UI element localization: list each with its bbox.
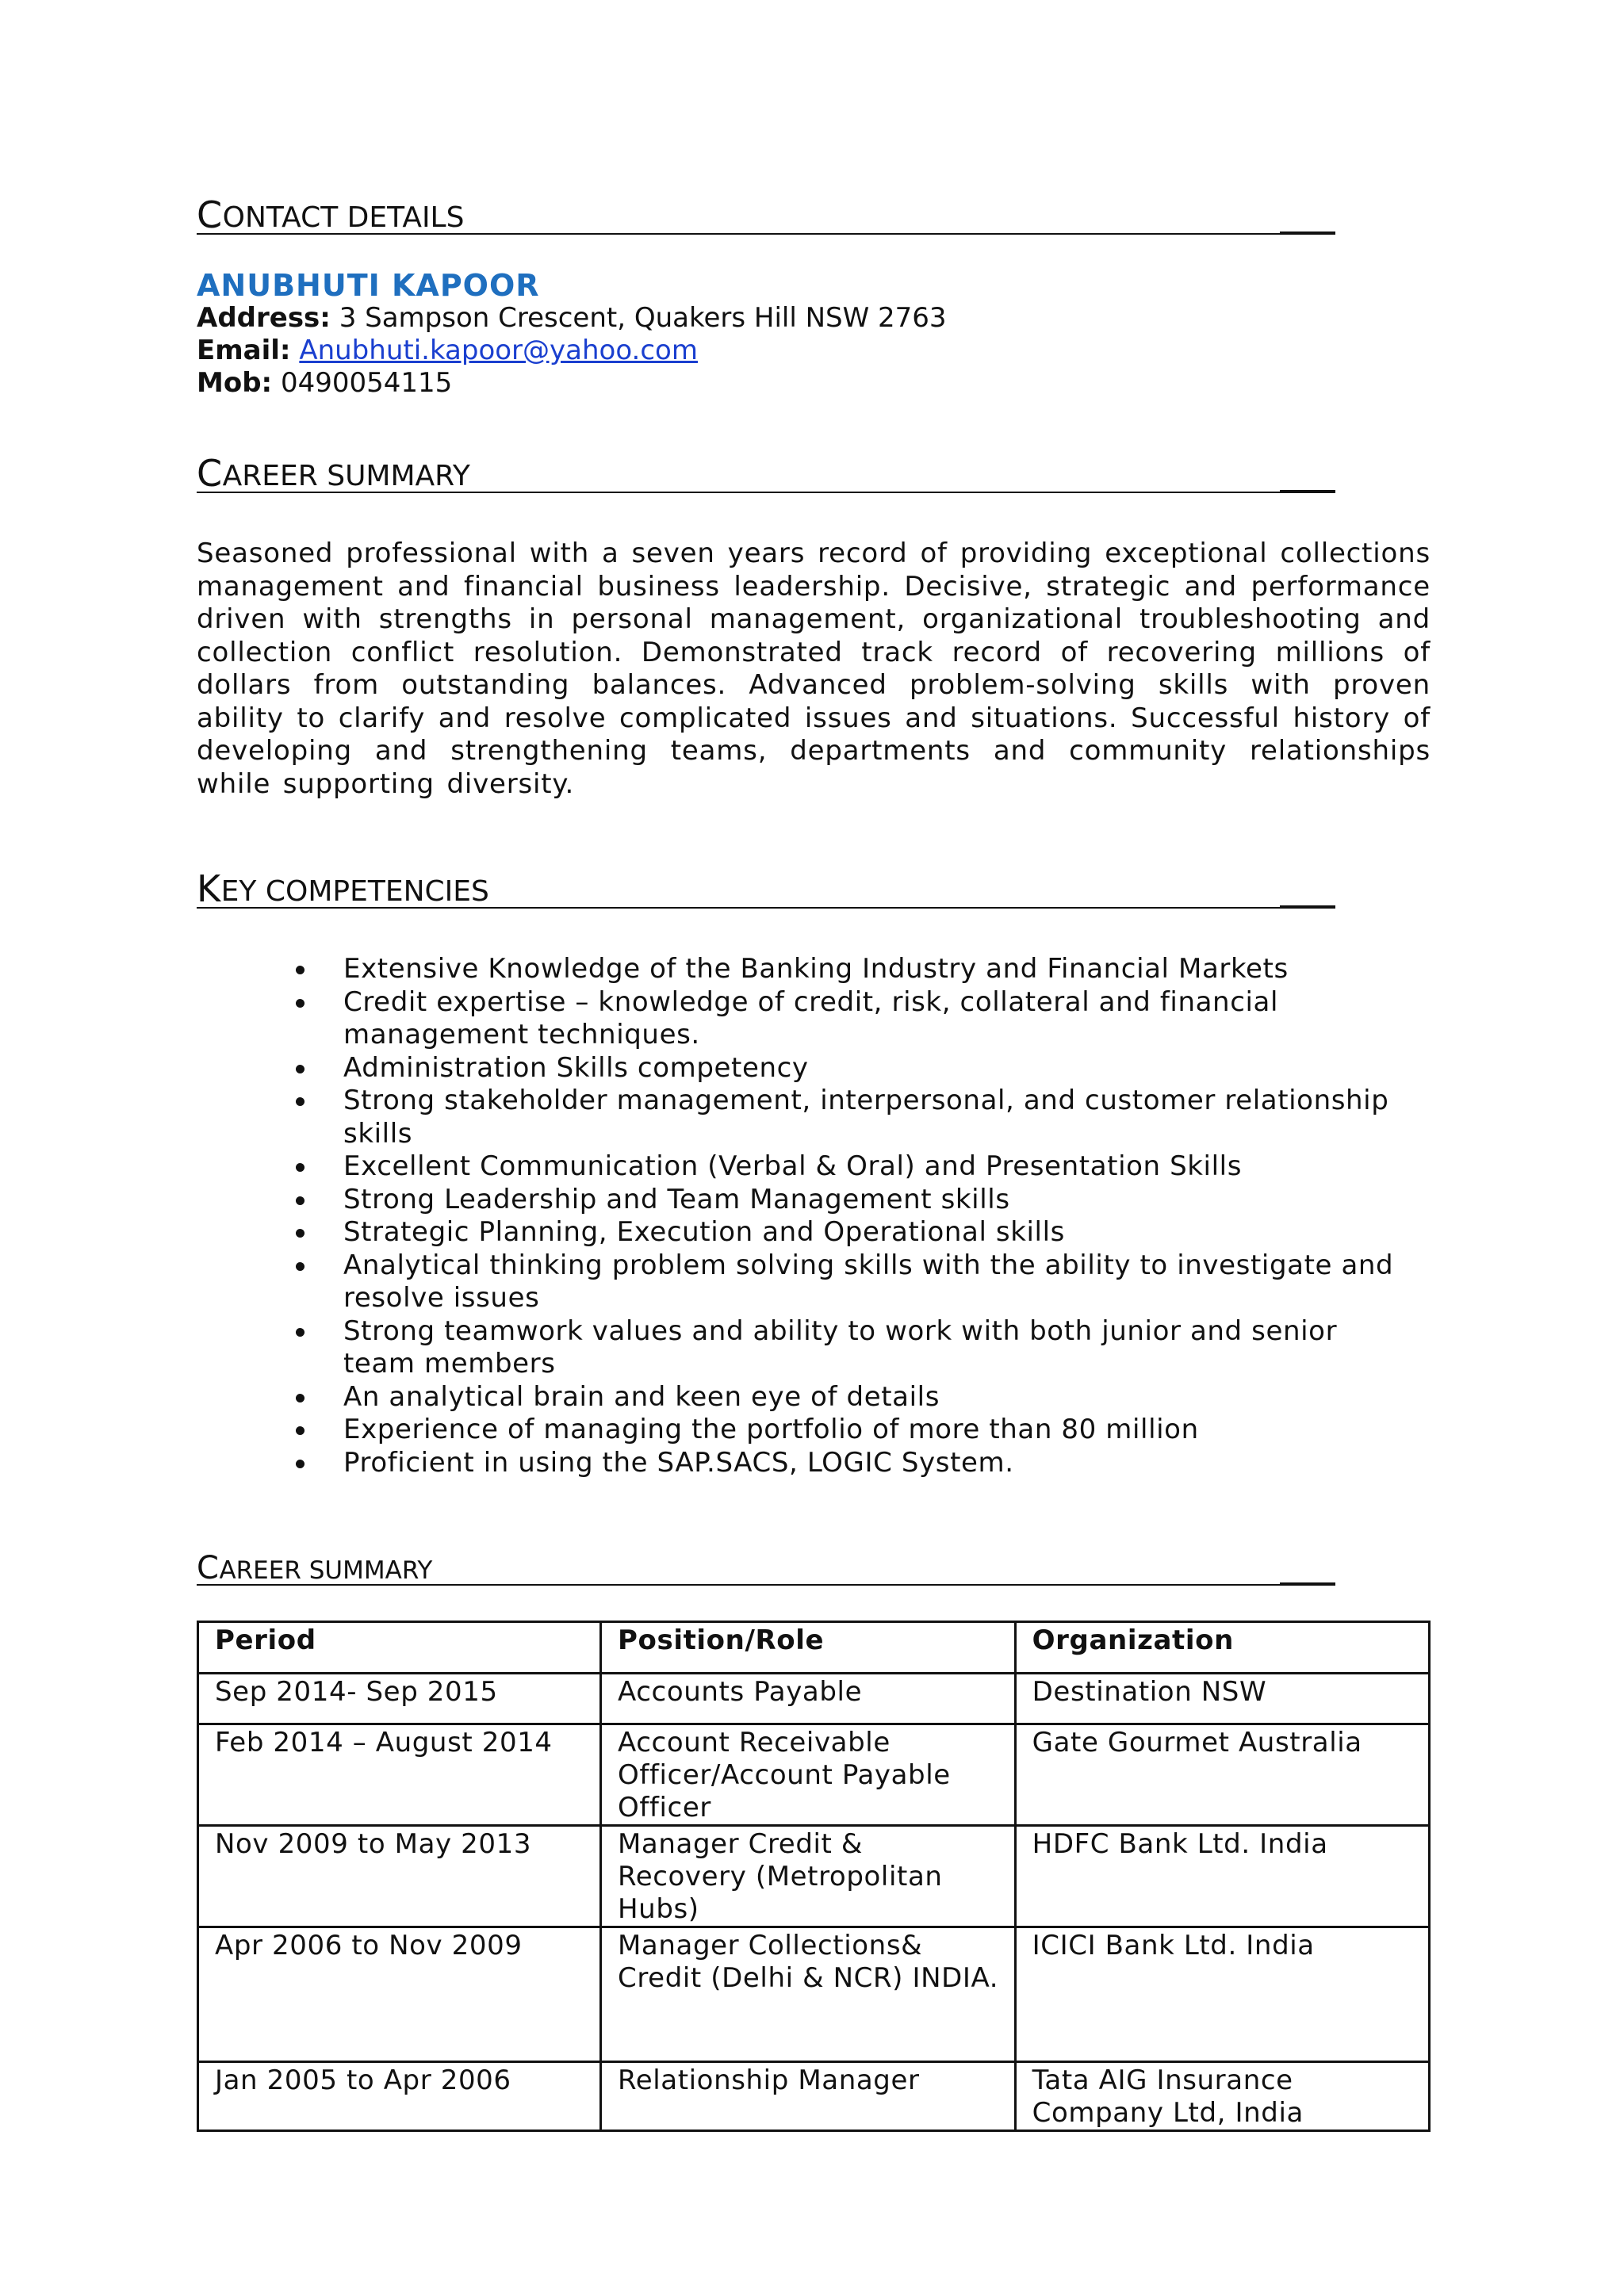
position-cell: Accounts Payable	[601, 1674, 1016, 1724]
table-row	[198, 1927, 1430, 2062]
address-value: 3 Sampson Crescent, Quakers Hill NSW 2763	[339, 302, 947, 334]
bullet-icon	[296, 1460, 304, 1468]
list-item: Strong teamwork values and ability to work with both junior and senior team members	[343, 1315, 1414, 1381]
bullet-icon	[296, 1196, 304, 1205]
list-item: Analytical thinking problem solving skills with the ability to investigate and resolve issues	[343, 1249, 1414, 1315]
career-summary-table-heading	[197, 1533, 1335, 1586]
column-header-period: Period	[198, 1622, 601, 1674]
list-item: Strong Leadership and Team Management skills	[343, 1184, 1414, 1217]
list-item: Excellent Communication (Verbal & Oral) and Presentation Skills	[343, 1150, 1414, 1184]
list-item: Credit expertise – knowledge of credit, risk, collateral and financial management techniques.	[343, 986, 1414, 1052]
organization-cell: HDFC Bank Ltd. India	[1015, 1826, 1429, 1927]
table-row	[198, 1674, 1430, 1724]
table-row	[198, 2062, 1430, 2131]
position-cell: Manager Collections& Credit (Delhi & NCR) INDIA.	[601, 1927, 1016, 2062]
bullet-icon	[296, 1328, 304, 1337]
list-item: Extensive Knowledge of the Banking Industry and Financial Markets	[343, 953, 1414, 986]
email-link[interactable]: Anubhuti.kapoor@yahoo.com	[299, 335, 698, 366]
heading-rest: EY COMPETENCIES	[220, 875, 489, 908]
bullet-icon	[296, 1262, 304, 1271]
position-cell: Relationship Manager	[601, 2062, 1016, 2131]
heading-rule	[1280, 905, 1335, 909]
heading-rule	[1280, 490, 1335, 493]
mobile-label: Mob:	[197, 367, 273, 399]
period-cell: Feb 2014 – August 2014	[198, 1724, 601, 1826]
heading-rest: AREER SUMMARY	[219, 1556, 433, 1585]
mobile-line	[197, 367, 1434, 400]
career-summary-text: Seasoned professional with a seven years record of providing exceptional collections management and financial business leadership. Decisive, strategic and performance driven with strengths in personal management, organizational troubleshooting and collection conflict resolution. Demonstrated track record of recovering millions of dollars from outstanding balances. Advanced problem-solving skills with proven ability to clarify and resolve complicated issues and situations. Successful history of developing and strengthening teams, departments and community relationships while supporting diversity.	[197, 538, 1431, 800]
heading-cap: C	[197, 193, 223, 236]
period-cell: Apr 2006 to Nov 2009	[198, 1927, 601, 2062]
address-label: Address:	[197, 302, 331, 334]
organization-cell: Destination NSW	[1015, 1674, 1429, 1724]
bullet-icon	[296, 1163, 304, 1172]
bullet-icon	[296, 1394, 304, 1402]
competencies-list	[197, 953, 1414, 1479]
period-cell: Sep 2014- Sep 2015	[198, 1674, 601, 1724]
key-competencies-heading	[197, 856, 1335, 909]
position-cell: Account Receivable Officer/Account Payable Officer	[601, 1724, 1016, 1826]
list-item: Administration Skills competency	[343, 1052, 1414, 1085]
table-row	[198, 1826, 1430, 1927]
heading-cap: C	[197, 1550, 220, 1586]
position-cell: Manager Credit & Recovery (Metropolitan Hubs)	[601, 1826, 1016, 1927]
organization-cell: Gate Gourmet Australia	[1015, 1724, 1429, 1826]
period-cell: Jan 2005 to Apr 2006	[198, 2062, 601, 2131]
organization-cell: ICICI Bank Ltd. India	[1015, 1927, 1429, 2062]
list-item: Experience of managing the portfolio of more than 80 million	[343, 1414, 1414, 1447]
candidate-name: ANUBHUTI KAPOOR	[197, 268, 540, 303]
heading-cap: C	[197, 452, 223, 495]
bullet-icon	[296, 1097, 304, 1106]
list-item: An analytical brain and keen eye of details	[343, 1381, 1414, 1414]
table-row	[198, 1724, 1430, 1826]
heading-rest: ONTACT DETAILS	[222, 201, 465, 234]
mobile-value: 0490054115	[280, 367, 453, 399]
resume-page	[197, 182, 1434, 2132]
column-header-organization: Organization	[1015, 1622, 1429, 1674]
career-history-table	[197, 1621, 1431, 2132]
organization-cell: Tata AIG Insurance Company Ltd, India	[1015, 2062, 1429, 2131]
contact-details-heading	[197, 182, 1335, 235]
list-item: Strategic Planning, Execution and Operational skills	[343, 1216, 1414, 1249]
email-line	[197, 335, 1434, 367]
heading-cap: K	[197, 867, 221, 910]
heading-rule	[1280, 1582, 1335, 1586]
career-summary-heading	[197, 441, 1335, 493]
address-line	[197, 302, 1434, 335]
bullet-icon	[296, 1229, 304, 1238]
heading-rule	[1280, 232, 1335, 235]
bullet-icon	[296, 1065, 304, 1073]
column-header-position: Position/Role	[601, 1622, 1016, 1674]
email-label: Email:	[197, 335, 291, 366]
contact-block	[197, 270, 1434, 400]
list-item: Proficient in using the SAP.SACS, LOGIC System.	[343, 1447, 1414, 1480]
list-item: Strong stakeholder management, interpersonal, and customer relationship skills	[343, 1085, 1414, 1150]
bullet-icon	[296, 966, 304, 974]
heading-rest: AREER SUMMARY	[222, 460, 470, 492]
period-cell: Nov 2009 to May 2013	[198, 1826, 601, 1927]
bullet-icon	[296, 999, 304, 1008]
bullet-icon	[296, 1426, 304, 1435]
table-header-row	[198, 1622, 1430, 1674]
